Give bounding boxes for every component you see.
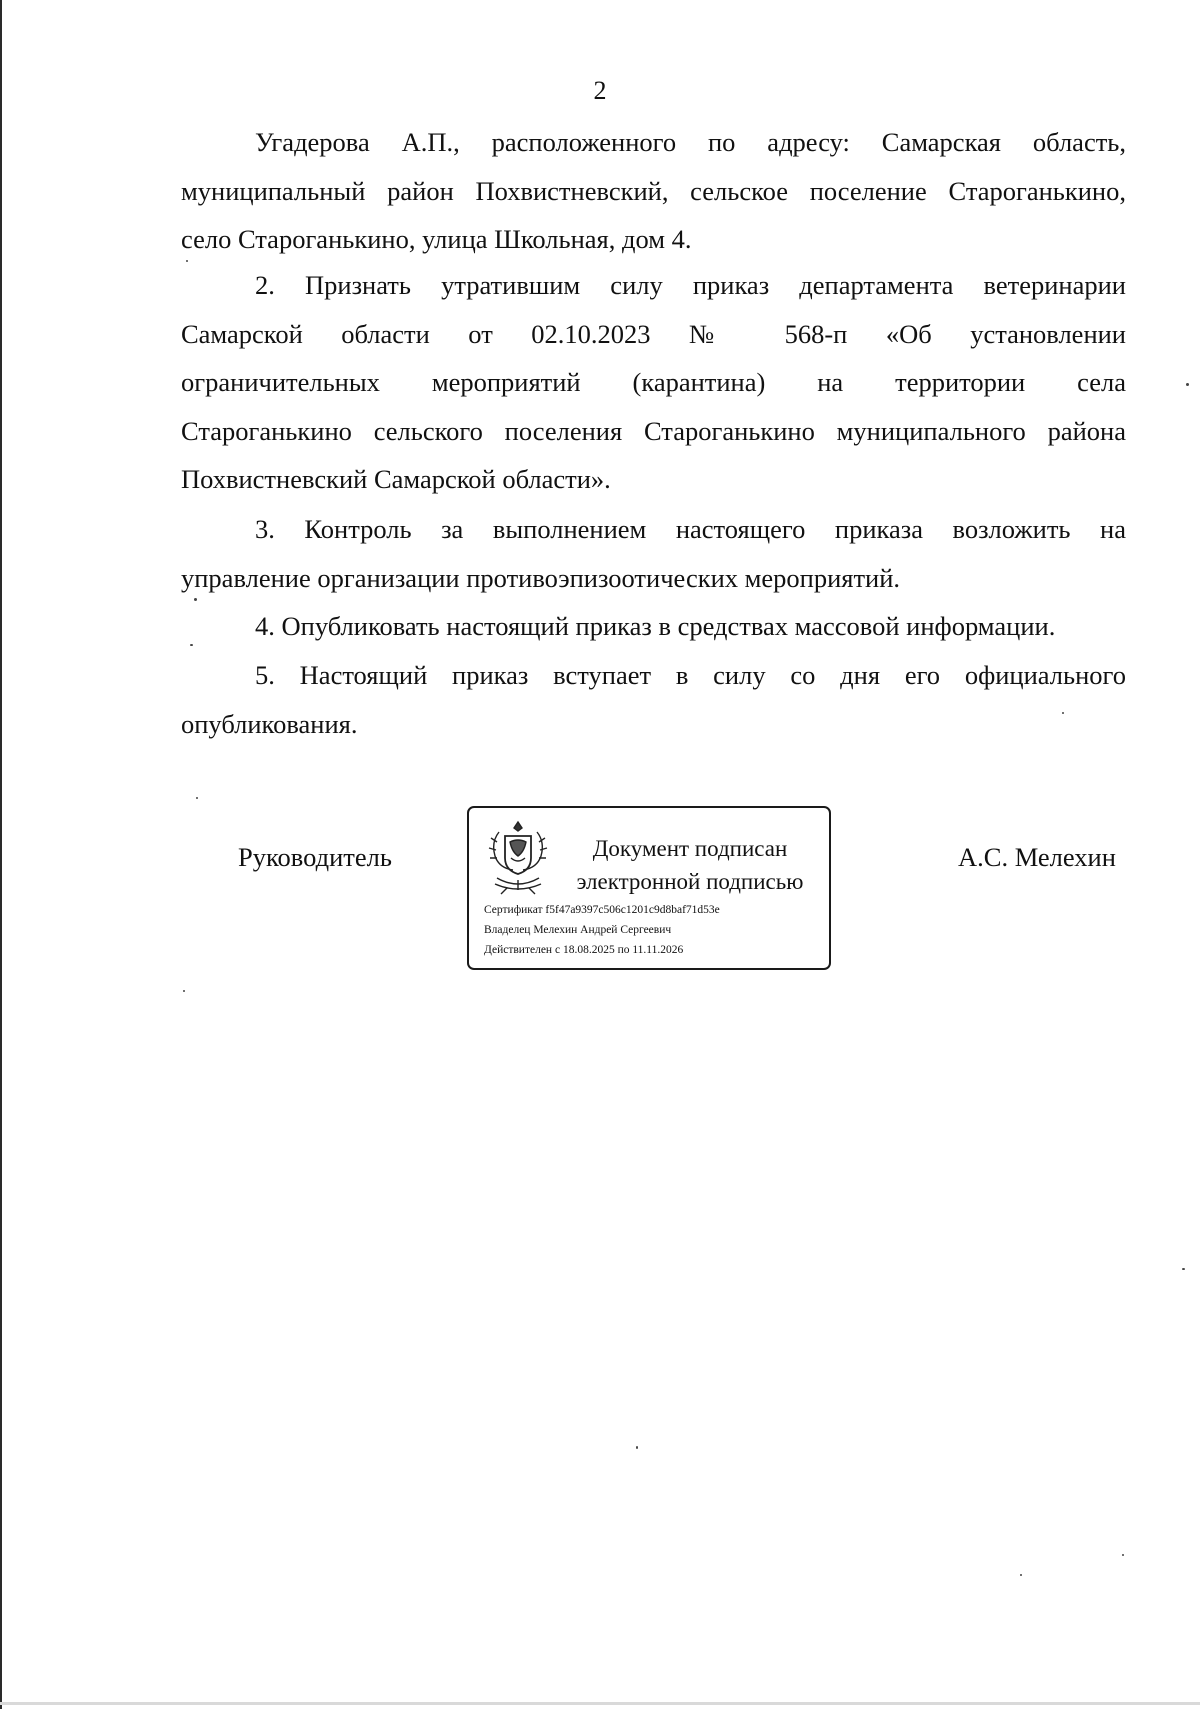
text-line: 4. Опубликовать настоящий приказ в средствах массовой информации.	[255, 611, 1056, 641]
paragraph-3	[181, 505, 1126, 602]
signatory-position: Руководитель	[238, 842, 392, 872]
coat-of-arms-icon	[485, 818, 551, 896]
stamp-validity: Действителен с 18.08.2025 по 11.11.2026	[484, 944, 684, 956]
paragraph-2	[181, 261, 1126, 504]
body-text	[181, 505, 1126, 602]
body-text	[181, 602, 1126, 651]
scan-bottom-edge	[0, 1702, 1200, 1705]
stamp-title-line: Документ подписан	[592, 836, 788, 861]
text-line: опубликования.	[181, 708, 358, 739]
scan-speck	[183, 990, 185, 992]
stamp-owner: Владелец Мелехин Андрей Сергеевич	[484, 924, 672, 936]
scan-speck	[196, 797, 198, 799]
text-line: муниципальный район Похвистневский, сельское поселение Староганькино,	[181, 175, 1126, 206]
scan-speck	[186, 260, 188, 262]
scan-speck	[194, 598, 197, 601]
text-line: Похвистневский Самарской области».	[181, 464, 611, 494]
text-line: Самарской области от 02.10.2023 № 568-п «Об установлении	[181, 318, 1126, 349]
scan-edge	[0, 0, 2, 1709]
stamp-details	[484, 900, 720, 960]
text-line: село Староганькино, улица Школьная, дом 4.	[181, 224, 692, 254]
scan-speck	[1062, 712, 1064, 714]
scan-speck	[190, 644, 193, 646]
stamp-title	[565, 832, 815, 898]
text-line: 5. Настоящий приказ вступает в силу со дня его официального	[255, 660, 1126, 690]
scan-speck	[1182, 1268, 1185, 1270]
stamp-title-line: электронной подписью	[576, 869, 804, 894]
text-line: 3. Контроль за выполнением настоящего приказа возложить на	[255, 514, 1126, 544]
paragraph-4	[181, 602, 1126, 651]
body-text	[181, 261, 1126, 504]
signatory-name: А.С. Мелехин	[958, 842, 1116, 872]
text-line: Староганькино сельского поселения Староганькино муниципального района	[181, 415, 1126, 446]
text-line: управление организации противоэпизоотических мероприятий.	[181, 562, 901, 593]
scan-speck	[636, 1446, 638, 1449]
text-line: 2. Признать утратившим силу приказ департамента ветеринарии	[255, 270, 1126, 300]
text-line: Угадерова А.П., расположенного по адресу: Самарская область,	[255, 127, 1126, 157]
text-line: ограничительных мероприятий (карантина) на территории села	[181, 367, 1126, 397]
electronic-signature-stamp	[467, 806, 831, 970]
body-text	[181, 651, 1126, 748]
body-text	[181, 118, 1126, 264]
page-number: 2	[593, 76, 607, 105]
scan-speck	[1186, 383, 1189, 386]
paragraph-1	[181, 118, 1126, 264]
stamp-certificate: Сертификат f5f47a9397c506c1201c9d8baf71d53e	[484, 904, 720, 916]
scan-speck	[1020, 1574, 1022, 1576]
scan-speck	[1122, 1554, 1124, 1556]
paragraph-5	[181, 651, 1126, 748]
